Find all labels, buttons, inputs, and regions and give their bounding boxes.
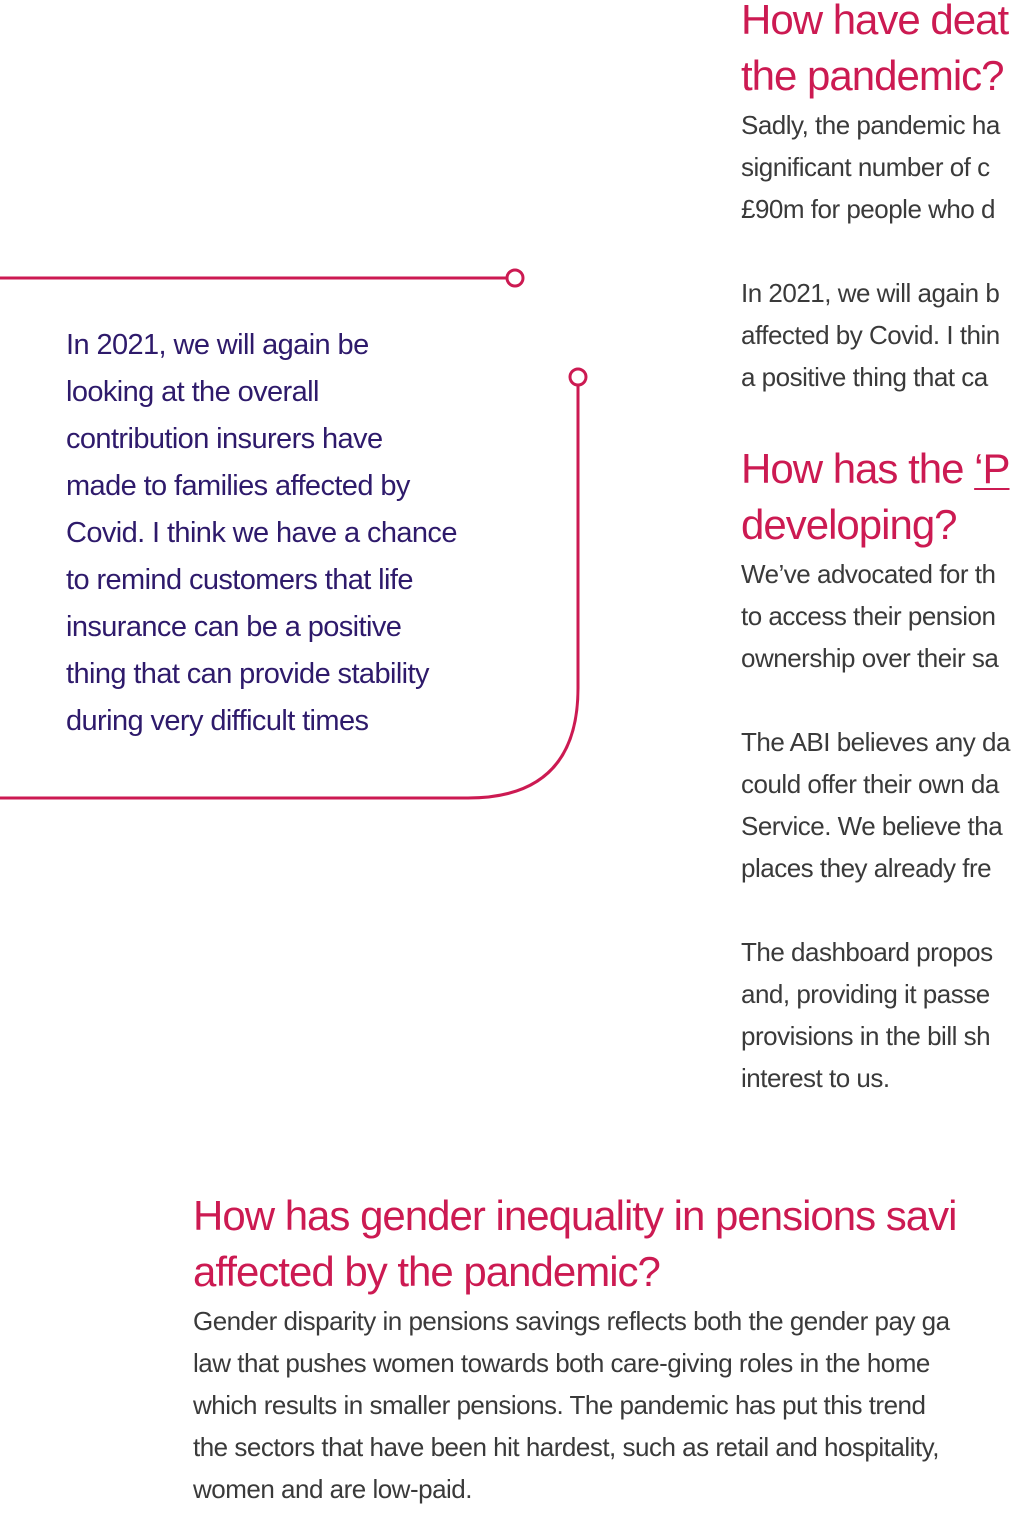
paragraph-line: £90m for people who d: [741, 194, 996, 224]
paragraph-line: significant number of c: [741, 152, 990, 182]
paragraph-line: and, providing it passe: [741, 979, 990, 1009]
paragraph-line: ownership over their sa: [741, 643, 999, 673]
section-gender-heading: [193, 1188, 1024, 1300]
heading-line: How have deat: [741, 0, 1009, 43]
paragraph-line: women and are low-paid.: [193, 1474, 472, 1504]
paragraph-line: Sadly, the pandemic ha: [741, 110, 1000, 140]
quote-frame-top-dot: [507, 270, 523, 286]
section-dashboard-heading: [741, 441, 1024, 553]
heading-link[interactable]: ‘P: [974, 445, 1010, 492]
heading-line: the pandemic?: [741, 52, 1004, 99]
pull-quote-line: In 2021, we will again be: [66, 329, 369, 361]
section-deaths-heading: [741, 0, 1024, 104]
pull-quote-line: contribution insurers have: [66, 423, 383, 455]
pull-quote-line: made to families affected by: [66, 470, 410, 502]
heading-line: How has gender inequality in pensions savi: [193, 1192, 957, 1239]
paragraph-line: Gender disparity in pensions savings reflects both the gender pay ga: [193, 1306, 950, 1336]
paragraph-line: law that pushes women towards both care-giving roles in the home: [193, 1348, 930, 1378]
paragraph-line: which results in smaller pensions. The pandemic has put this trend: [193, 1390, 926, 1420]
heading-line: affected by the pandemic?: [193, 1248, 660, 1295]
paragraph-line: The dashboard propos: [741, 937, 993, 967]
paragraph-line: places they already fre: [741, 853, 992, 883]
heading-prefix: How has the: [741, 445, 975, 492]
pull-quote-line: insurance can be a positive: [66, 611, 402, 643]
heading-line: developing?: [741, 501, 957, 548]
section-gender: [193, 1188, 1024, 1510]
paragraph-line: provisions in the bill sh: [741, 1021, 991, 1051]
paragraph-line: to access their pension: [741, 601, 996, 631]
paragraph-line: Service. We believe tha: [741, 811, 1003, 841]
pull-quote-line: to remind customers that life: [66, 564, 413, 596]
pull-quote: [66, 322, 506, 745]
paragraph-line: could offer their own da: [741, 769, 999, 799]
section-deaths: [741, 0, 1024, 398]
paragraph-line: the sectors that have been hit hardest, such as retail and hospitality,: [193, 1432, 939, 1462]
paragraph-line: In 2021, we will again b: [741, 278, 1000, 308]
section-dashboard-paragraph-3: [741, 931, 1024, 1099]
pull-quote-line: during very difficult times: [66, 705, 369, 737]
paragraph-line: affected by Covid. I thin: [741, 320, 1000, 350]
pull-quote-line: thing that can provide stability: [66, 658, 429, 690]
paragraph-line: We’ve advocated for th: [741, 559, 996, 589]
section-dashboard-paragraph-2: [741, 721, 1024, 889]
paragraph-line: a positive thing that ca: [741, 362, 988, 392]
section-dashboard: [741, 441, 1024, 1099]
paragraph-line: interest to us.: [741, 1063, 890, 1093]
pull-quote-line: looking at the overall: [66, 376, 319, 408]
pull-quote-line: Covid. I think we have a chance: [66, 517, 457, 549]
section-deaths-paragraph-1: [741, 104, 1024, 230]
quote-frame-side-dot: [570, 369, 586, 385]
section-dashboard-paragraph-1: [741, 553, 1024, 679]
section-deaths-paragraph-2: [741, 272, 1024, 398]
paragraph-line: The ABI believes any da: [741, 727, 1010, 757]
section-gender-paragraph: [193, 1300, 1024, 1510]
heading-line: [741, 441, 1024, 497]
